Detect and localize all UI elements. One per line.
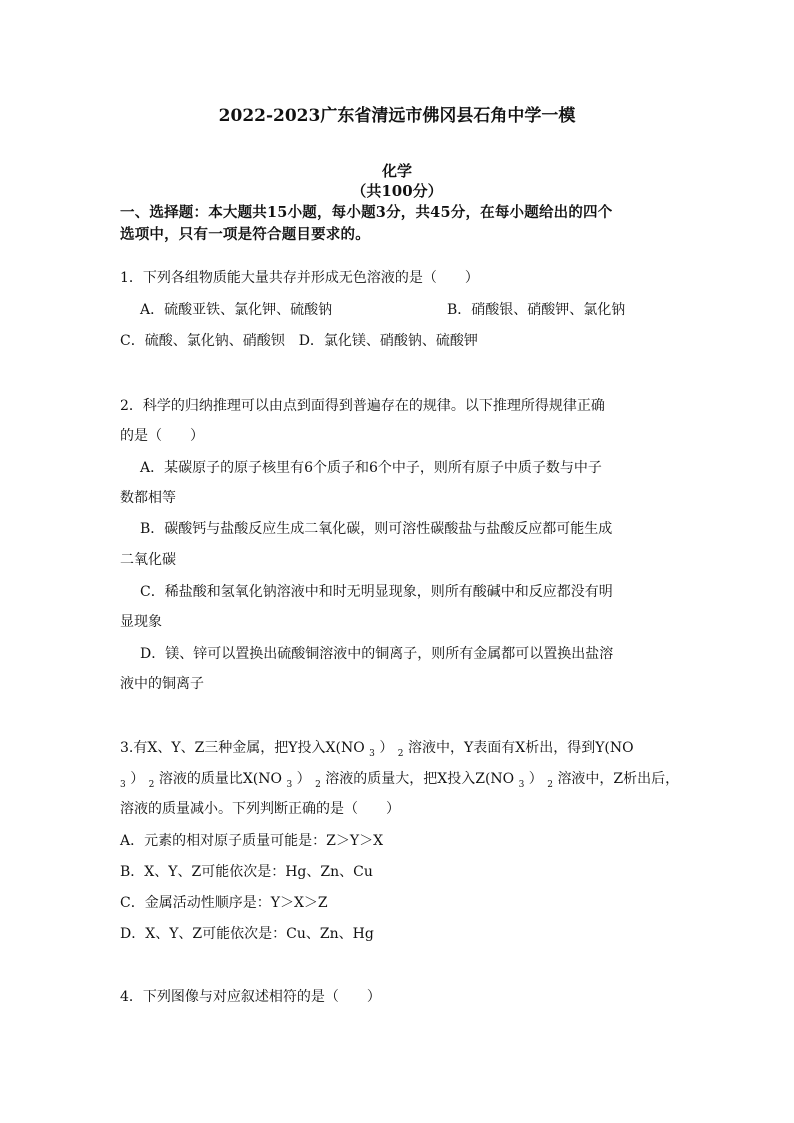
q3-text: 溶液中，Y表面有X析出，得到Y(NO xyxy=(407,740,634,756)
q2-option-b-line-2: 二氧化碳 xyxy=(120,552,176,568)
subject-heading: 化学 xyxy=(381,162,412,180)
q3-text: ） xyxy=(130,771,145,787)
q2-stem-line-2: 的是（ ） xyxy=(120,428,204,444)
q1-option-cd: C．硫酸、氯化钠、硝酸钡 D．氯化镁、硝酸钠、硫酸钾 xyxy=(120,333,478,349)
subscript: 2 xyxy=(315,779,321,790)
total-score: （共100分） xyxy=(351,182,443,200)
q2-option-c-line-2: 显现象 xyxy=(120,614,162,630)
q3-text: 3.有X、Y、Z三种金属，把Y投入X(NO xyxy=(120,740,365,756)
subscript: 3 xyxy=(518,779,525,790)
q3-stem-line-3: 溶液的质量减小。下列判断正确的是（ ） xyxy=(120,801,400,817)
q2-option-c-line-1: C．稀盐酸和氢氧化钠溶液中和时无明显现象，则所有酸碱中和反应都没有明 xyxy=(140,584,613,600)
q3-option-d: D．X、Y、Z可能依次是：Cu、Zn、Hg xyxy=(120,926,374,942)
subscript: 2 xyxy=(547,779,553,790)
section-header-line-2: 选项中，只有一项是符合题目要求的。 xyxy=(120,226,370,243)
q3-text: ） xyxy=(296,771,311,787)
subscript: 3 xyxy=(120,779,126,790)
q3-option-c: C．金属活动性顺序是：Y＞X＞Z xyxy=(120,895,328,911)
subscript: 3 xyxy=(369,748,375,759)
q3-text: 溶液中，Z析出后， xyxy=(557,771,680,787)
q4-stem: 4．下列图像与对应叙述相符的是（ ） xyxy=(120,989,381,1005)
q2-option-a-line-2: 数都相等 xyxy=(120,490,176,506)
q1-stem: 1．下列各组物质能大量共存并形成无色溶液的是（ ） xyxy=(120,270,479,286)
q2-stem-line-1: 2．科学的归纳推理可以由点到面得到普遍存在的规律。以下推理所得规律正确 xyxy=(120,398,605,414)
q3-stem-line-2 xyxy=(120,769,679,795)
q1-option-a: A．硫酸亚铁、氯化钾、硫酸钠 xyxy=(140,302,333,318)
q3-text: 溶液的质量比X(NO xyxy=(158,771,282,787)
q2-option-a-line-1: A．某碳原子的原子核里有6个质子和6个中子，则所有原子中质子数与中子 xyxy=(140,460,602,476)
q3-stem-line-1 xyxy=(120,738,634,764)
q3-text: 溶液的质量大，把X投入Z(NO xyxy=(325,771,515,787)
section-header-line-1: 一、选择题：本大题共15小题，每小题3分，共45分，在每小题给出的四个 xyxy=(120,204,613,221)
q2-option-b-line-1: B．碳酸钙与盐酸反应生成二氧化碳，则可溶性碳酸盐与盐酸反应都可能生成 xyxy=(140,521,613,537)
q1-option-b: B．硝酸银、硝酸钾、氯化钠 xyxy=(447,302,626,318)
subscript: 3 xyxy=(286,779,293,790)
q3-text: ） xyxy=(528,771,543,787)
q2-option-d-line-1: D．镁、锌可以置换出硫酸铜溶液中的铜离子，则所有金属都可以置换出盐溶 xyxy=(140,646,614,662)
subscript: 2 xyxy=(397,748,404,759)
exam-title: 2022-2023广东省清远市佛冈县石角中学一模 xyxy=(218,106,576,126)
section-header xyxy=(120,202,680,246)
q3-text: ） xyxy=(379,740,394,756)
q3-option-b: B．X、Y、Z可能依次是：Hg、Zn、Cu xyxy=(120,864,373,880)
q3-option-a: A．元素的相对原子质量可能是：Z＞Y＞X xyxy=(120,833,384,849)
q2-option-d-line-2: 液中的铜离子 xyxy=(120,676,204,692)
subscript: 2 xyxy=(148,779,155,790)
